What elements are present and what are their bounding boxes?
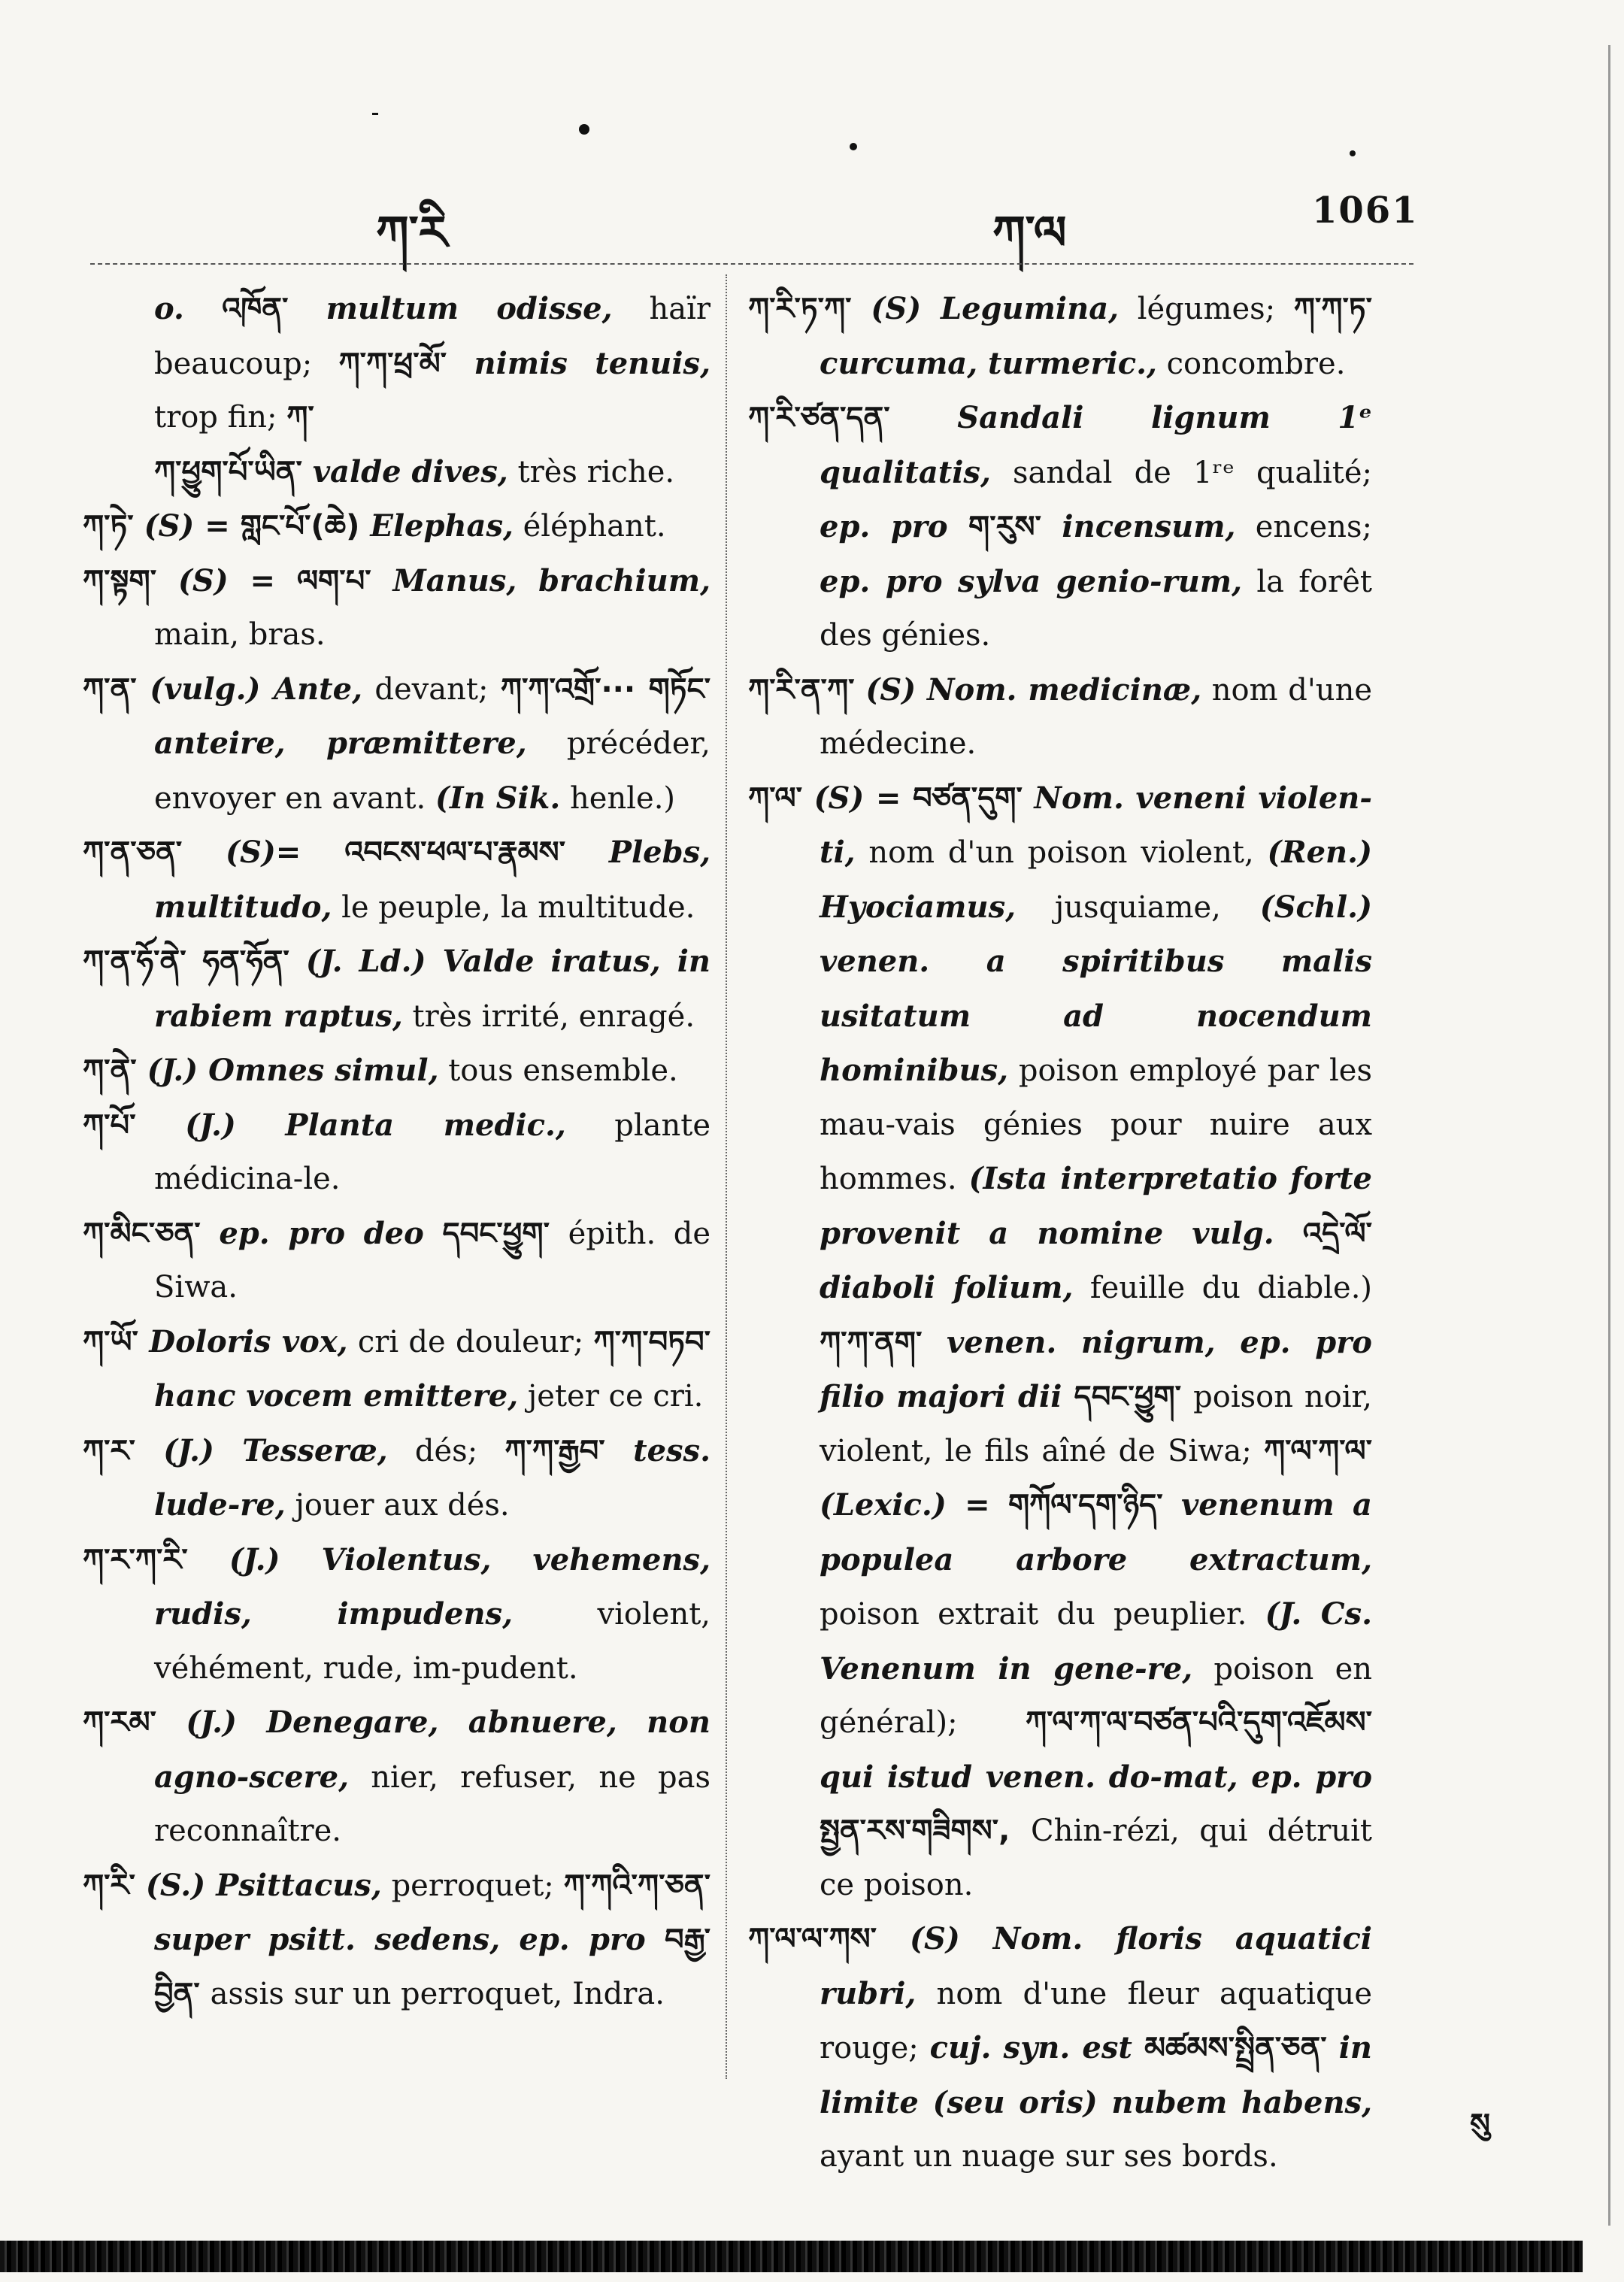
- page-number: 1061: [1312, 189, 1419, 232]
- dictionary-entry: [83, 662, 710, 826]
- tibetan-term: འདྲེ་ལོ་: [1302, 1216, 1372, 1251]
- dictionary-entry: [83, 499, 710, 554]
- left-column: [83, 282, 710, 2021]
- latin-gloss: (J.) Denegare, abnuere, non agno-scere,: [154, 1705, 710, 1795]
- latin-gloss: (Schl.) venen. a spiritibus malis usitatum ad nocendum hominibus,: [820, 889, 1372, 1088]
- tibetan-term: ཀ་ཀ་ཏ་: [1293, 292, 1372, 326]
- latin-gloss: (Ista interpretatio forte provenit a nomine vulg.: [820, 1161, 1372, 1251]
- latin-gloss: ep. pro sylva genio-rum,: [820, 563, 1243, 599]
- tibetan-term: ཀ་ར་: [83, 1433, 164, 1468]
- latin-gloss: hanc vocem emittere,: [154, 1378, 519, 1414]
- dictionary-entry: [83, 1207, 710, 1315]
- ink-speck: [850, 143, 857, 150]
- dictionary-entry: [83, 935, 710, 1044]
- tibetan-term: དབང་ཕྱུག་: [442, 1216, 568, 1251]
- tibetan-term: ཀ་ཀའི་ཀ་ཅན་: [563, 1868, 710, 1903]
- dictionary-entry: [83, 1533, 710, 1696]
- latin-gloss: venen. nigrum, ep. pro filio majori dii: [820, 1324, 1372, 1414]
- latin-gloss: (S) =: [144, 508, 241, 544]
- french-gloss: le peuple, la multitude.: [332, 889, 695, 925]
- french-gloss: violent, véhément, rude, im-pudent.: [154, 1597, 710, 1686]
- tibetan-term: ཀ་ཏེ་: [83, 509, 144, 544]
- latin-gloss: (Ren.) Hyociamus,: [820, 835, 1372, 925]
- margin-mark: སུ: [1470, 2107, 1490, 2142]
- tibetan-term: མཚམས་སྤྲིན་ཅན་: [1144, 2031, 1339, 2065]
- french-gloss: précéder, envoyer en avant.: [154, 726, 710, 816]
- latin-gloss: venenum a populea arbore extractum,: [820, 1487, 1372, 1577]
- ink-speck: [372, 113, 378, 115]
- latin-gloss: Plebs, multitudo,: [154, 835, 711, 925]
- ink-speck: [579, 124, 589, 135]
- latin-gloss: (J. Ld.) Valde iratus, in rabiem raptus,: [154, 944, 711, 1034]
- right-running-head: ཀ་ལ: [992, 205, 1067, 260]
- header-rule: [90, 263, 1413, 265]
- latin-gloss: multum odisse,: [326, 291, 613, 326]
- tibetan-term: ཀ་ལ་ཀ་ལ་: [1264, 1433, 1372, 1468]
- tibetan-term: ཀ་ལ་ཀ་ལ་བཙན་པའི་དུག་འཇོམས་: [1026, 1705, 1372, 1740]
- french-gloss: sandal de 1ʳᵉ qualité;: [990, 455, 1372, 490]
- tibetan-term: ཀ་ལ་: [748, 780, 814, 816]
- latin-gloss: curcuma, turmeric.,: [820, 345, 1157, 381]
- latin-gloss: ep. pro: [820, 509, 969, 544]
- french-gloss: éléphant.: [513, 509, 666, 544]
- french-gloss: tous ensemble.: [438, 1053, 678, 1088]
- french-gloss: feuille du diable.): [1073, 1271, 1373, 1305]
- french-gloss: trop fin;: [154, 400, 287, 435]
- dictionary-entry: [83, 1099, 710, 1207]
- tibetan-term: ཀ་ཡོ་: [83, 1324, 150, 1359]
- french-gloss: nom d'une médecine.: [820, 672, 1373, 761]
- latin-gloss: (J.) Violentus, vehemens, rudis, impudens,: [154, 1541, 710, 1632]
- french-gloss: nom d'un poison violent,: [855, 835, 1268, 870]
- tibetan-term: གླང་པོ་(ཆེ): [240, 509, 371, 544]
- dictionary-entry: [83, 282, 710, 445]
- latin-gloss: Nom. veneni violen-ti,: [820, 780, 1372, 870]
- tibetan-term: ཀ་: [286, 400, 314, 435]
- latin-gloss: (S) =: [814, 780, 913, 816]
- dictionary-entry: [748, 282, 1372, 391]
- tibetan-term: ལག་པ་: [296, 563, 393, 599]
- latin-gloss: Sandali lignum 1ᵉ qualitatis,: [820, 400, 1372, 490]
- dictionary-entry: [83, 1424, 710, 1533]
- french-gloss: jeter ce cri.: [518, 1379, 704, 1414]
- dictionary-entry: [83, 1315, 710, 1424]
- dictionary-entry: [83, 826, 710, 935]
- tibetan-term: དབང་ཕྱུག་: [1074, 1380, 1194, 1414]
- dictionary-entry: [748, 1912, 1372, 2184]
- latin-gloss: (vulg.) Ante,: [150, 671, 363, 707]
- latin-gloss: (J.) Omnes simul,: [147, 1053, 439, 1088]
- tibetan-term: འཁོན་: [222, 292, 326, 326]
- tibetan-term: ཀ་ན་ཅན་: [83, 835, 226, 870]
- latin-gloss: Manus, brachium,: [392, 562, 711, 599]
- tibetan-term: ཀ་རི་ཏ་ཀ་: [748, 292, 871, 326]
- french-gloss: cri de douleur;: [347, 1324, 594, 1359]
- latin-gloss: in limite (seu oris) nubem habens,: [820, 2030, 1372, 2120]
- dictionary-entry: [83, 554, 710, 662]
- tibetan-term: ཀ་རི་ན་ཀ་: [748, 672, 866, 708]
- tibetan-term: ག་རུས་: [968, 510, 1062, 544]
- tibetan-term: ཀ་སྟག་: [83, 563, 178, 599]
- tibetan-term: ཀ་ནེ་: [83, 1053, 147, 1088]
- tibetan-term: བརྒྱ་བྱིན་: [154, 1923, 710, 2011]
- french-gloss: plante médicina-le.: [154, 1108, 711, 1196]
- tibetan-term: ཀ་ཀ་ནག་: [820, 1325, 947, 1360]
- tibetan-term: ཀ་རི་ཙན་དན་: [748, 401, 958, 435]
- left-running-head: ཀ་རི: [376, 205, 448, 260]
- tibetan-term: ཀ་ན་: [83, 671, 150, 707]
- latin-gloss: tess. lude-re,: [154, 1432, 710, 1523]
- latin-gloss: (J. Cs. Venenum in gene-re,: [820, 1596, 1372, 1686]
- latin-gloss: valde dives,: [312, 453, 508, 489]
- ink-speck: [1350, 150, 1356, 156]
- latin-gloss: incensum,: [1062, 509, 1236, 544]
- latin-gloss: (Lexic.) =: [820, 1487, 1008, 1523]
- page-edge: [1608, 45, 1610, 2226]
- dictionary-entry: [83, 1696, 710, 1859]
- latin-gloss: (J.) Tesseræ,: [163, 1432, 388, 1468]
- dictionary-entry: [83, 1044, 710, 1099]
- dictionary-entry: [748, 663, 1372, 771]
- latin-gloss: (S) =: [177, 562, 297, 599]
- scan-bottom-bar: [0, 2241, 1583, 2272]
- latin-gloss: Doloris vox,: [149, 1323, 348, 1359]
- french-gloss: nier, refuser, ne pas reconnaître.: [154, 1759, 710, 1848]
- french-gloss: très irrité, enragé.: [402, 999, 695, 1034]
- dictionary-entry: [83, 1859, 710, 2022]
- tibetan-term: ཀ་པོ་: [83, 1108, 186, 1143]
- tibetan-term: བཙན་དུག་: [912, 780, 1035, 816]
- latin-gloss: (S) Nom. medicinæ,: [865, 671, 1202, 708]
- tibetan-term: ཀ་ན་ཧོ་ནེ་ ཧན་ཧོན་: [83, 944, 306, 979]
- french-gloss: ayant un nuage sur ses bords.: [820, 2139, 1278, 2174]
- tibetan-term: གཀོལ་དག་ཉིད་: [1007, 1488, 1181, 1523]
- tibetan-term: ཀ་ཀ་ཕྲ་མོ་: [338, 346, 474, 381]
- latin-gloss: super psitt. sedens, ep. pro: [154, 1922, 665, 1957]
- tibetan-term: ཀ་ཀ་བཏབ་: [593, 1324, 710, 1359]
- french-gloss: encens;: [1235, 510, 1372, 544]
- french-gloss: perroquet;: [381, 1868, 564, 1903]
- french-gloss: poison en général);: [820, 1651, 1372, 1740]
- column-divider: [726, 274, 727, 2079]
- tibetan-term: ཀ་ཀ་རྒྱབ་: [504, 1433, 634, 1468]
- french-gloss: henle.): [560, 780, 676, 816]
- latin-gloss: o.: [154, 291, 223, 326]
- right-column: [748, 282, 1372, 2184]
- french-gloss: concombre.: [1156, 346, 1346, 381]
- latin-gloss: (In Sik.: [435, 780, 561, 816]
- french-gloss: assis sur un perroquet, Indra.: [210, 1976, 665, 2011]
- french-gloss: dés;: [387, 1433, 505, 1468]
- tibetan-term: ཀ་ར་ཀ་རི་: [83, 1542, 229, 1577]
- latin-gloss: (S) Nom. floris aquatici rubri,: [820, 1921, 1372, 2011]
- french-gloss: épith. de Siwa.: [154, 1216, 710, 1305]
- latin-gloss: nimis tenuis,: [474, 345, 710, 381]
- latin-gloss: ep. pro deo: [219, 1215, 443, 1251]
- french-gloss: poison noir, violent, le fils aîné de Siwa;: [820, 1380, 1372, 1468]
- tibetan-term: ཀ་ལ་ལ་ཀས་: [748, 1922, 910, 1956]
- latin-gloss: (S) Legumina,: [871, 291, 1120, 326]
- tibetan-term: སྤྱན་རས་གཟིགས་,: [820, 1814, 1031, 1848]
- latin-gloss: Elephas,: [370, 508, 514, 544]
- french-gloss: main, bras.: [154, 617, 326, 652]
- page-header: [0, 173, 1624, 260]
- latin-gloss: (J.) Planta medic.,: [185, 1107, 566, 1143]
- dictionary-entry: [83, 445, 710, 500]
- latin-gloss: anteire, præmittere,: [154, 726, 527, 761]
- tibetan-term: ཀ་རམ་: [83, 1705, 186, 1740]
- french-gloss: nom d'une fleur aquatique rouge;: [820, 1976, 1372, 2065]
- dictionary-entry: [748, 771, 1372, 1913]
- french-gloss: devant;: [362, 671, 501, 707]
- french-gloss: poison extrait du peuplier.: [820, 1597, 1265, 1632]
- tibetan-term: ཀ་མིང་ཅན་: [83, 1216, 220, 1251]
- latin-gloss: diaboli folium,: [820, 1270, 1074, 1305]
- tibetan-term: ཀ་ཕྱུག་པོ་ཡིན་: [154, 454, 313, 489]
- french-gloss: haïr beaucoup;: [154, 292, 710, 381]
- tibetan-term: ཀ་ཀ་འགྲོ་··· གཏོང་: [500, 671, 710, 707]
- latin-gloss: (S)=: [226, 835, 345, 870]
- french-gloss: Chin-rézi, qui détruit ce poison.: [820, 1814, 1372, 1902]
- french-gloss: jouer aux dés.: [285, 1488, 510, 1523]
- french-gloss: légumes;: [1119, 292, 1294, 326]
- tibetan-term: ཀ་རི་: [83, 1868, 146, 1903]
- latin-gloss: qui istud venen. do-mat, ep. pro: [820, 1759, 1372, 1795]
- french-gloss: très riche.: [508, 454, 675, 489]
- tibetan-term: འབངས་ཕལ་པ་རྣམས་: [344, 835, 609, 870]
- french-gloss: la forêt des génies.: [820, 564, 1373, 653]
- latin-gloss: cuj. syn. est: [929, 2030, 1144, 2065]
- french-gloss: jusquiame,: [1016, 889, 1260, 925]
- dictionary-entry: [748, 391, 1372, 663]
- french-gloss: poison employé par les mau-vais génies pour nuire aux hommes.: [820, 1053, 1372, 1196]
- latin-gloss: (S.) Psittacus,: [145, 1867, 382, 1903]
